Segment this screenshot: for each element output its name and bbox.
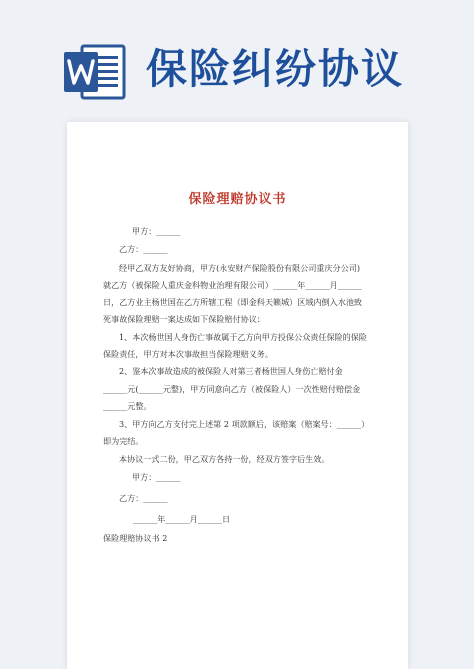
party-b-line: 乙方：______	[119, 244, 168, 254]
clause-1-line: 1、本次杨世国人身伤亡事故属于乙方向甲方投保公众责任保险的保险	[119, 332, 367, 342]
clause-3-line: 即为完结。	[103, 436, 144, 446]
page-header	[0, 0, 474, 118]
clause-3-line: 3、甲方向乙方支付完上述第 2 项款额后，该赔案（赔案号：______）	[119, 419, 370, 429]
body-line: 就乙方（被保险人重庆金科物业治理有限公司）______年______月______	[103, 280, 363, 290]
clause-2-line: ______元(______元整)，甲方同意向乙方（被保险人）一次性赔付赔偿金	[103, 384, 361, 394]
header-title: 保险纠纷协议	[146, 45, 404, 93]
document-title: 保险理赔协议书	[188, 192, 287, 207]
clause-2-line: 2、鉴本次事故造成的被保险人对第三者杨世国人身伤亡赔付金	[119, 366, 343, 376]
body-line: 经甲乙双方友好协商，甲方(永安财产保险股份有限公司重庆分公司)	[119, 263, 361, 273]
next-page-title: 保险理赔协议书 2	[103, 533, 168, 543]
body-line: 日，乙方业主杨世国在乙方所辖工程（即金科天籁城）区域内倒入水池致	[103, 297, 363, 307]
party-a-line: 甲方：______	[132, 226, 181, 236]
signature-date: ______年______月______日	[133, 514, 231, 524]
signature-party-a: 甲方：______	[132, 472, 181, 482]
agreement-copies-line: 本协议一式二份，甲乙双方各持一份，经双方签字后生效。	[119, 454, 330, 464]
clause-1-line: 保险责任，甲方对本次事故担当保险理赔义务。	[103, 349, 273, 359]
body-line: 死事故保险理赔一案达成如下保险赔付协议：	[103, 314, 265, 324]
document-page	[67, 122, 408, 669]
clause-2-line: ______元整。	[103, 401, 152, 411]
word-document-icon	[64, 42, 128, 102]
signature-party-b: 乙方：______	[119, 493, 168, 503]
